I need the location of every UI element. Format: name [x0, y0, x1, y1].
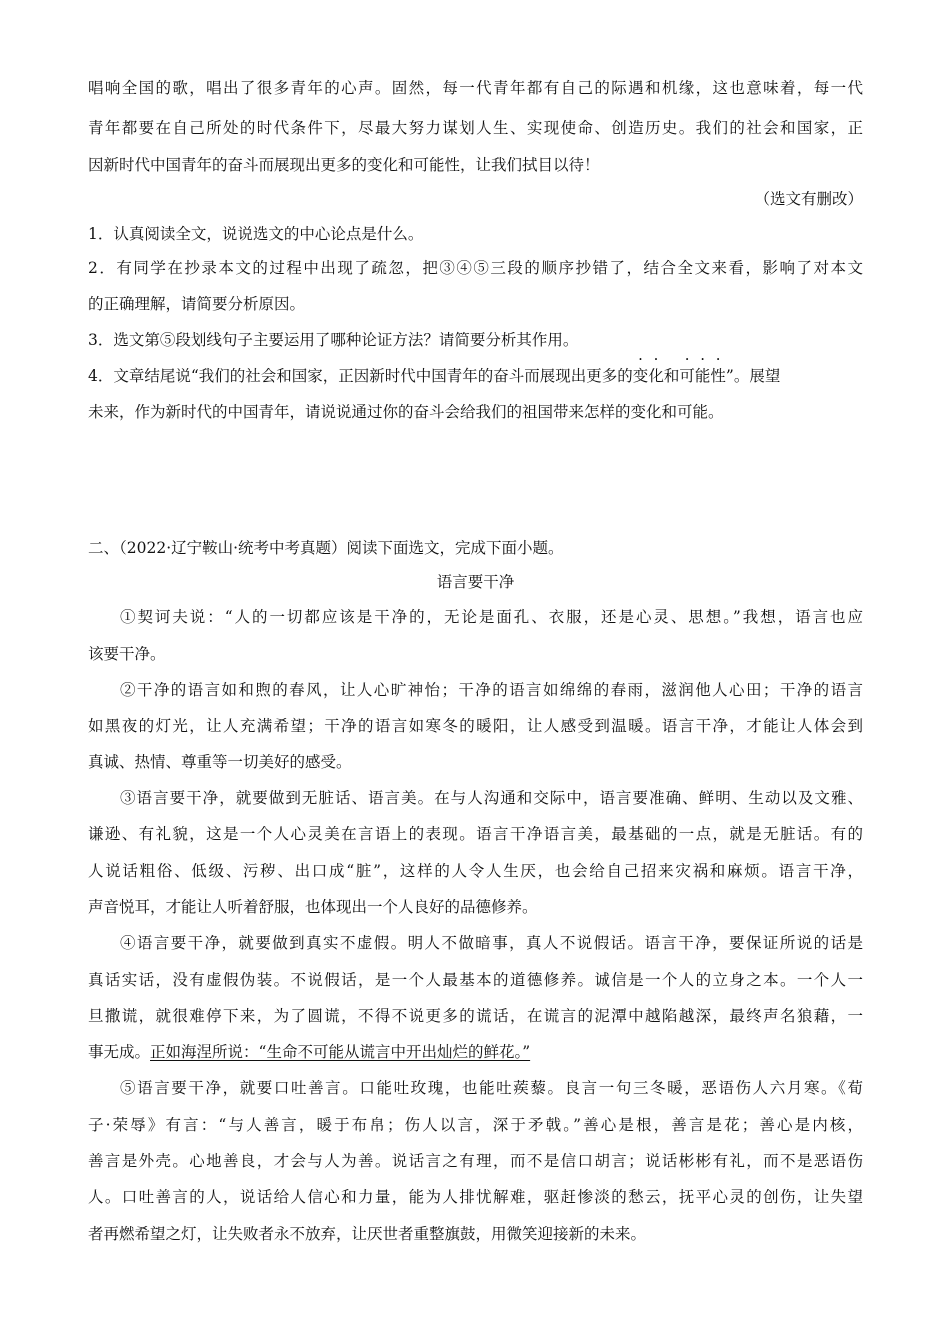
underlined-quote: 正如海涅所说：“生命不可能从谎言中开出灿烂的鲜花。”	[150, 1043, 531, 1061]
paragraph-1-line: ①契诃夫说：“人的一切都应该是干净的，无论是面孔、衣服，还是心灵、思想。”我想，语言也应	[120, 608, 863, 626]
question-4	[88, 366, 863, 386]
question-4-text: ”。展望	[725, 367, 781, 385]
paragraph-3-line: 声音悦耳，才能让人听着舒服，也体现出一个人良好的品德修养。	[88, 898, 538, 916]
paragraph-3-line: 人说话粗俗、低级、污秽、出口成“脏”，这样的人令人生厌，也会给自己招来灾祸和麻烦。语言干净，	[88, 862, 863, 880]
paragraph-4-line: 旦撒谎，就很难停下来，为了圆谎，不得不说更多的谎话，在谎言的泥潭中越陷越深，最终声名狼藉，一	[88, 1007, 863, 1025]
paragraph-2-line: ②干净的语言如和煦的春风，让人心旷神怡；干净的语言如绵绵的春雨，滋润他人心田；干净的语言	[120, 681, 863, 699]
paragraph-2-line: 如黑夜的灯光，让人充满希望；干净的语言如寒冬的暖阳，让人感受到温暖。语言干净，才能让人体会到	[88, 717, 863, 735]
paragraph-5-line: 人。口吐善言的人，说话给人信心和力量，能为人排忧解难，驱赶惨淡的愁云，抚平心灵的创伤，让失望	[88, 1188, 863, 1206]
emphasis-char: 化	[648, 367, 664, 385]
emphasis-char: 性	[710, 367, 726, 385]
paragraph-5-line: 子·荣辱》有言：“与人善言，暖于布帛；伤人以言，深于矛戟。”善心是根，善言是花；善心是内核，	[88, 1116, 863, 1134]
question-4-text: 4．文章结尾说“我们的社会和国家，正因新时代中国青年的奋斗而展现出更多的	[88, 367, 633, 385]
paragraph-5-line: ⑤语言要干净，就要口吐善言。口能吐玫瑰，也能吐蒺藜。良言一句三冬暖，恶语伤人六月寒。《荀	[120, 1079, 863, 1097]
passage1-line: 青年都要在自己所处的时代条件下，尽最大努力谋划人生、实现使命、创造历史。我们的社会和国家，正	[88, 119, 863, 137]
paragraph-3-line: ③语言要干净，就要做到无脏话、语言美。在与人沟通和交际中，语言要准确、鲜明、生动以及文雅、	[120, 789, 863, 807]
question-2-cont: 的正确理解，请简要分析原因。	[88, 295, 306, 313]
paragraph-1-line: 该要干净。	[88, 645, 166, 663]
passage1-line: 因新时代中国青年的奋斗而展现出更多的变化和可能性，让我们拭目以待！	[88, 156, 600, 174]
question-4-cont: 未来，作为新时代的中国青年，请说说通过你的奋斗会给我们的祖国带来怎样的变化和可能。	[88, 403, 724, 421]
section-heading: 二、（2022·辽宁鞍山·统考中考真题）阅读下面选文，完成下面小题。	[88, 539, 564, 557]
emphasis-char: 能	[694, 367, 711, 385]
question-4-text: 和	[663, 367, 680, 385]
passage1-line: 唱响全国的歌，唱出了很多青年的心声。固然，每一代青年都有自己的际遇和机缘，这也意味着，每一代	[88, 79, 863, 97]
emphasis-char: 可	[679, 367, 695, 385]
emphasis-char: 变	[632, 367, 649, 385]
paragraph-5-line: 者再燃希望之灯，让失败者永不放弃，让厌世者重整旗鼓，用微笑迎接新的未来。	[88, 1225, 647, 1243]
paragraph-2-line: 真诚、热情、尊重等一切美好的感受。	[88, 753, 352, 771]
article-title: 语言要干净	[436, 573, 515, 591]
paragraph-4-line: ④语言要干净，就要做到真实不虚假。明人不做暗事，真人不说假话。语言干净，要保证所说的话是	[120, 934, 863, 952]
paragraph-3-line: 谦逊、有礼貌，这是一个人心灵美在言语上的表现。语言干净语言美，最基础的一点，就是无脏话。有的	[88, 825, 863, 843]
paragraph-4-line	[88, 1042, 863, 1062]
question-3: 3．选文第⑤段划线句子主要运用了哪种论证方法？请简要分析其作用。	[88, 331, 579, 349]
source-note: （选文有删改）	[754, 190, 863, 208]
paragraph-4-line: 真话实话，没有虚假伪装。不说假话，是一个人最基本的道德修养。诚信是一个人的立身之本。一个人一	[88, 971, 863, 989]
question-2: 2．有同学在抄录本文的过程中出现了疏忽，把③④⑤三段的顺序抄错了，结合全文来看，影响了对本文	[88, 259, 863, 277]
paragraph-4-text: 事无成。	[88, 1043, 151, 1061]
question-1: 1．认真阅读全文，说说选文的中心论点是什么。	[88, 225, 424, 243]
paragraph-5-line: 善言是外壳。心地善良，才会与人为善。说话言之有理，而不是信口胡言；说话彬彬有礼，而不是恶语伤	[88, 1152, 863, 1170]
